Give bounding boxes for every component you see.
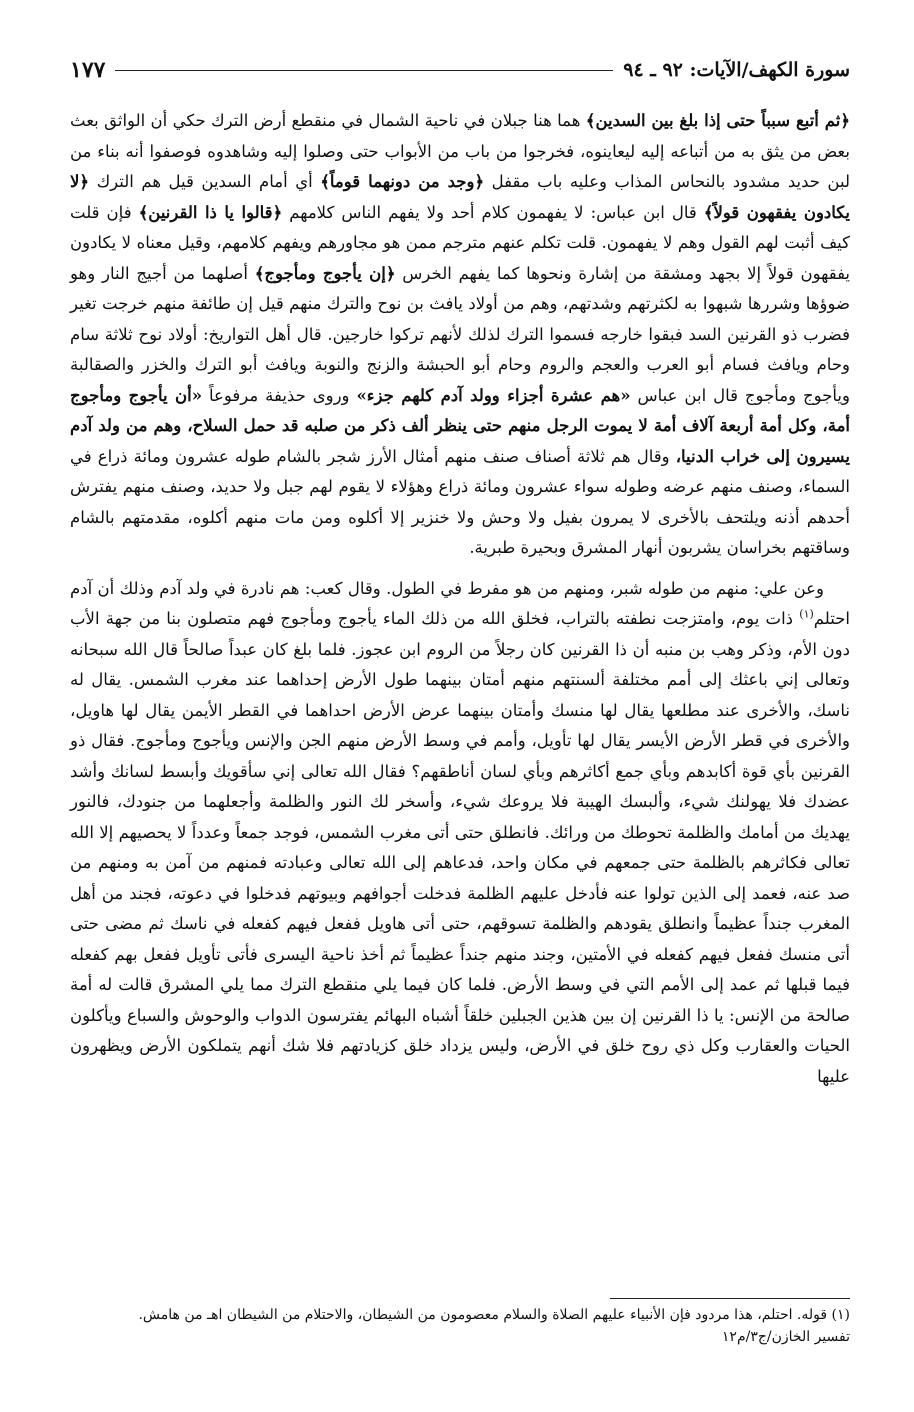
footnote-ref[interactable]: (١) bbox=[799, 607, 814, 621]
quran-verse: ﴿إن يأجوج ومأجوج﴾ bbox=[254, 263, 396, 283]
hadith-quote: «أن يأجوج ومأجوج أمة، وكل أمة أربعة آلاف أمة لا يموت الرجل منهم حتى ينظر ألف ذكر من صلبه قد حمل السلاح، وهم من ولد آدم يسيرون إلى خراب الدنيا، bbox=[70, 385, 850, 466]
body-text: وروى حذيفة مرفوعاً bbox=[202, 385, 357, 405]
footnotes bbox=[70, 1304, 850, 1348]
page-number: ١٧٧ bbox=[70, 57, 106, 83]
quran-verse: ﴿وجد من دونهما قوماً﴾ bbox=[320, 172, 485, 191]
body-text: هما هنا جبلان في ناحية الشمال في منقطع أرض الترك حكي أن الواثق بعث بعض من يثق به من أتباعه إليه ليعاينوه، فخرجوا من باب من الأبواب حتى وصلوا إليه وشاهدوه فوصفوا أنه بناء من لبن حديد مشدود بالنحاس المذاب وعليه باب مقفل bbox=[70, 111, 850, 191]
surah-title: سورة الكهف/الآيات: ٩٢ ـ ٩٤ bbox=[623, 59, 850, 81]
paragraph-1 bbox=[70, 106, 850, 564]
body-text: فإن قلت كيف أثبت لهم القول وهم لا يفهمون. قلت تكلم عنهم مترجم ممن هو مجاورهم ويفهم كلامهم، وقيل معناه لا يكادون يفقهون قولاً إلا بجهد ومشقة من إشارة ونحوها كما يفهم الخرس bbox=[70, 202, 851, 283]
quran-verse: ﴿ثم أتبع سبباً حتى إذا بلغ بين السدين﴾ bbox=[585, 111, 850, 130]
body-text: قال ابن عباس: لا يفهمون كلام أحد ولا يفهم الناس كلامهم bbox=[282, 202, 704, 222]
body-text: أي أمام السدين قيل هم الترك bbox=[89, 172, 321, 191]
page-frame bbox=[70, 50, 851, 1345]
paragraph-2 bbox=[70, 574, 850, 1093]
quran-verse: ﴿قالوا يا ذا القرنين﴾ bbox=[138, 202, 283, 222]
body-text: وعن علي: منهم من طوله شبر، ومنهم من هو مفرط في الطول. وقال كعب: هم نادرة في ولد آدم وذلك أن آدم احتلم bbox=[70, 578, 850, 628]
body-text: أصلهما من أجيج النار وهو ضوؤها وشررها شبهوا به لكثرتهم وشدتهم، وهم من أولاد يافث بن نوح والترك منهم قيل إن طائفة منهم خرجت تغير فضرب ذو القرنين السد فبقوا خارجه فسموا الترك لذلك لأنهم تركوا خارجين. قال أهل التواريخ: أولاد نوح ثلاثة سام وحام ويافث فسام أبو العرب والعجم والروم وحام أبو الحبشة والزنج والنوبة ويافث أبو الترك والخزر والصقالبة ويأجوج ومأجوج قال ابن عباس bbox=[70, 263, 850, 405]
body-text: ذات يوم، وامتزجت نطفته بالتراب، فخلق الله من ذلك الماء يأجوج ومأجوج فهم متصلون بنا من جهة الأب دون الأم، وذكر وهب بن منبه أن ذا القرنين كان رجلاً من الروم ابن عجوز. فلما بلغ كان عبداً صالحاً قال الله سبحانه وتعالى إني باعثك إلى أمم مختلفة ألسنتهم منهم أمتان بينهما طول الأرض إحداهما عند مغرب الشمس. يقال له ناسك، والأخرى عند مطلعها يقال لها منسك وأمتان بينهما عرض الأرض احداهما في القطر الأيمن يقال لها هاويل، والأخرى في قطر الأرض الأيسر يقال لها تأويل، وأمم في وسط الأرض منهم الجن والإنس ويأجوج ومأجوج. فقال ذو القرنين بأي قوة أكابدهم وبأي جمع أكاثرهم وبأي لسان أناطقهم؟ فقال الله تعالى إني سأقويك وأبسط لسانك وأشد عضدك فلا يهولنك شيء، وألبسك الهيبة فلا يروعك شيء، وأسخر لك النور والظلمة وأجعلهما من جنودك، فالنور يهديك من أمامك والظلمة تحوطك من ورائك. فانطلق حتى أتى مغرب الشمس، فوجد جمعاً وعدداً لا يحصيهم إلا الله تعالى فكاثرهم بالظلمة حتى جمعهم في مكان واحد، فدعاهم إلى الله تعالى وعبادته فمنهم من آمن به ومنهم من صد عنه، فعمد إلى الذين تولوا عنه فأدخل عليهم الظلمة فدخلت أجوافهم وبيوتهم فدخلوا في دعوته، فجند من أهل المغرب جنداً عظيماً وانطلق يقودهم والظلمة تسوقهم، حتى أتى هاويل ففعل فيهم كفعله في ناسك ثم مضى حتى أتى منسك ففعل فيهم كفعله في الأمتين، وجند منهم جنداً عظيماً ثم أخذ ناحية اليسرى فأتى تأويل ففعل بهم كفعله فيما قبلها ثم عمد إلى الأمم التي في وسط الأرض. فلما كان فيما يلي منقطع الترك مما يلي المشرق قالت له أمة صالحة من الإنس: يا ذا القرنين إن بين هذين الجبلين خلقاً أشباه البهائم يفترسون الدواب والوحوش والسباع ويأكلون الحيات والعقارب وكل ذي روح خلق في الأرض، وليس يزداد خلق كزيادتهم فلا شك أنهم يتملكون الأرض ويظهرون عليها bbox=[70, 609, 850, 1086]
main-text bbox=[70, 106, 850, 1092]
hadith-quote: «هم عشرة أجزاء وولد آدم كلهم جزء» bbox=[356, 385, 631, 405]
header-rule bbox=[115, 70, 613, 71]
source-line: تفسير الخازن/ج٣/م١٢ bbox=[721, 1329, 850, 1345]
body-text: وقال هم ثلاثة أصناف صنف منهم أمثال الأرز شجر بالشام طوله عشرون ومائة ذراع في السماء، وصنف منهم عرضه وطوله سواء عشرون ومائة ذراع وهؤلاء لا يقوم لهم جبل ولا حديد، وصنف منهم يفترش أحدهم أذنه ويلتحف بالأخرى لا يمرون بفيل ولا وحش ولا خنزير إلا أكلوه ومن مات منهم أكلوه، مقدمتهم بالشام وساقتهم بخراسان يشربون أنهار المشرق وبحيرة طبرية. bbox=[70, 446, 850, 557]
footnote-rule bbox=[610, 1298, 850, 1299]
quran-verse: ﴿لا يكادون يفقهون قولاً﴾ bbox=[70, 172, 850, 222]
footnote-1: (١) قوله. احتلم، هذا مردود فإن الأنبياء عليهم الصلاة والسلام معصومون من الشيطان، والاحتلام من الشيطان اهـ من هامش. bbox=[138, 1307, 850, 1323]
running-header bbox=[70, 50, 850, 90]
